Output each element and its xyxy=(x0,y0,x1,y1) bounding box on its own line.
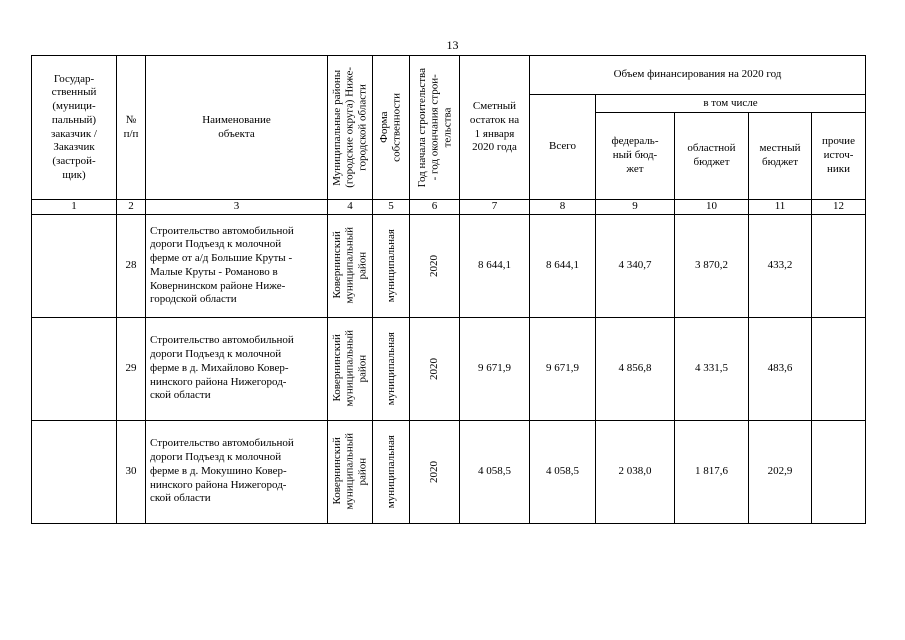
column-number: 6 xyxy=(410,200,460,215)
header-including: в том числе xyxy=(596,95,866,113)
row-other xyxy=(812,317,866,420)
row-years xyxy=(410,420,460,523)
header-districts xyxy=(328,56,373,200)
row-ownership-text: муниципальная xyxy=(384,435,397,509)
header-federal: федераль- ный бюд- жет xyxy=(596,113,675,200)
row-ownership xyxy=(373,214,410,317)
header-number: № п/п xyxy=(117,56,146,200)
row-district xyxy=(328,214,373,317)
row-federal: 4 856,8 xyxy=(596,317,675,420)
row-customer xyxy=(32,214,117,317)
header-regional: областной бюджет xyxy=(675,113,749,200)
row-total: 8 644,1 xyxy=(530,214,596,317)
row-years-text: 2020 xyxy=(428,460,441,483)
row-federal: 2 038,0 xyxy=(596,420,675,523)
row-number: 30 xyxy=(117,420,146,523)
column-number: 11 xyxy=(749,200,812,215)
row-ownership xyxy=(373,317,410,420)
row-number: 29 xyxy=(117,317,146,420)
row-district xyxy=(328,317,373,420)
column-number-row xyxy=(32,200,866,215)
row-ownership-text: муниципальная xyxy=(384,229,397,303)
row-years xyxy=(410,214,460,317)
column-number: 8 xyxy=(530,200,596,215)
header-estimated-balance: Сметный остаток на 1 января 2020 года xyxy=(460,56,530,200)
row-local: 433,2 xyxy=(749,214,812,317)
row-balance: 9 671,9 xyxy=(460,317,530,420)
header-object-name: Наименование объекта xyxy=(146,56,328,200)
row-balance: 4 058,5 xyxy=(460,420,530,523)
row-object-name: Строительство автомобильной дороги Подъезд к молочной ферме в д. Михайлово Ковер- нинского района Нижегород- ской области xyxy=(146,317,328,420)
table-row xyxy=(32,214,866,317)
financing-table xyxy=(31,55,866,524)
header-years-text: Год начала строительства - год окончания строи- тельства xyxy=(415,67,453,188)
header-other: прочие источ- ники xyxy=(812,113,866,200)
header-customer: Государ- ственный (муници- пальный) заказчик / Заказчик (застрой- щик) xyxy=(32,56,117,200)
row-district-text: Ковернинский муниципальный район xyxy=(331,227,369,305)
column-number: 4 xyxy=(328,200,373,215)
row-total: 4 058,5 xyxy=(530,420,596,523)
header-years xyxy=(410,56,460,200)
row-number: 28 xyxy=(117,214,146,317)
row-years xyxy=(410,317,460,420)
row-years-text: 2020 xyxy=(428,254,441,277)
row-district-text: Ковернинский муниципальный район xyxy=(331,330,369,408)
row-regional: 4 331,5 xyxy=(675,317,749,420)
header-financing-volume: Объем финансирования на 2020 год xyxy=(530,56,866,95)
column-number: 9 xyxy=(596,200,675,215)
table-row xyxy=(32,420,866,523)
column-number: 1 xyxy=(32,200,117,215)
header-ownership-text: Форма собственности xyxy=(378,93,403,162)
row-object-name: Строительство автомобильной дороги Подъезд к молочной ферме в д. Мокушино Ковер- нинского района Нижегород- ской области xyxy=(146,420,328,523)
row-customer xyxy=(32,317,117,420)
row-district xyxy=(328,420,373,523)
row-ownership-text: муниципальная xyxy=(384,332,397,406)
row-object-name: Строительство автомобильной дороги Подъезд к молочной ферме от а/д Большие Круты - Малые Круты - Романово в Ковернинском районе Ниже- городской области xyxy=(146,214,328,317)
row-district-text: Ковернинский муниципальный район xyxy=(331,433,369,511)
row-ownership xyxy=(373,420,410,523)
row-local: 483,6 xyxy=(749,317,812,420)
row-local: 202,9 xyxy=(749,420,812,523)
column-number: 10 xyxy=(675,200,749,215)
row-other xyxy=(812,420,866,523)
header-local: местный бюджет xyxy=(749,113,812,200)
header-districts-text: Муниципальные районы (городские округа) Ниже- городской области xyxy=(331,67,369,188)
row-other xyxy=(812,214,866,317)
header-ownership xyxy=(373,56,410,200)
row-federal: 4 340,7 xyxy=(596,214,675,317)
header-total: Всего xyxy=(530,95,596,200)
column-number: 3 xyxy=(146,200,328,215)
column-number: 5 xyxy=(373,200,410,215)
column-number: 2 xyxy=(117,200,146,215)
row-years-text: 2020 xyxy=(428,357,441,380)
row-balance: 8 644,1 xyxy=(460,214,530,317)
table-row xyxy=(32,317,866,420)
row-customer xyxy=(32,420,117,523)
page-number: 13 xyxy=(446,38,459,52)
row-regional: 3 870,2 xyxy=(675,214,749,317)
column-number: 7 xyxy=(460,200,530,215)
row-total: 9 671,9 xyxy=(530,317,596,420)
column-number: 12 xyxy=(812,200,866,215)
row-regional: 1 817,6 xyxy=(675,420,749,523)
